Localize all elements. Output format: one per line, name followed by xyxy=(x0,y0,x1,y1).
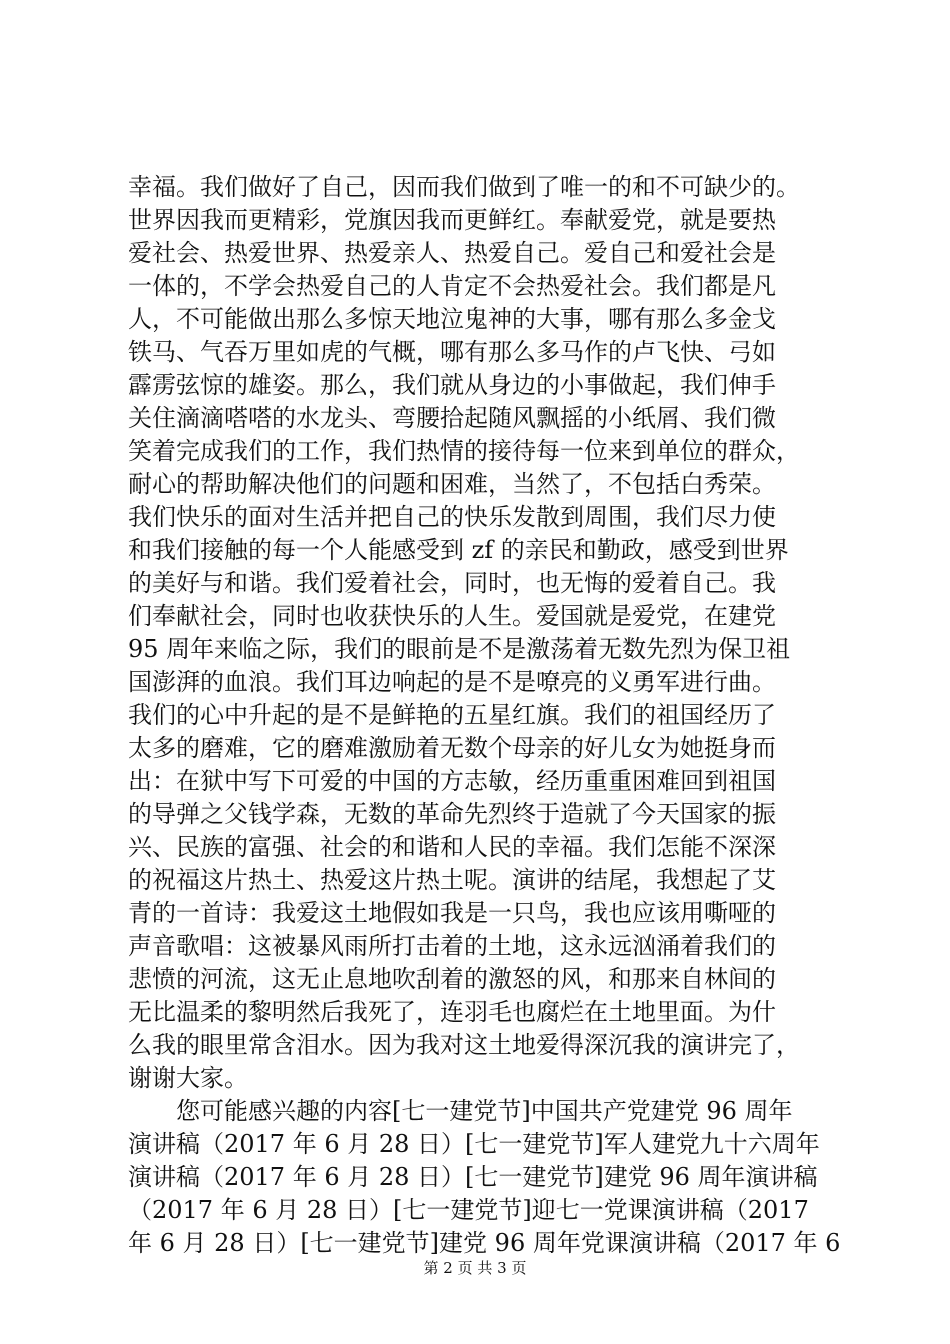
text-line: 幸福。我们做好了自己，因而我们做到了唯一的和不可缺少的。 xyxy=(128,173,800,201)
text-line: 和我们接触的每一个人能感受到 zf 的亲民和勤政，感受到世界 xyxy=(128,536,789,564)
text-line: 的导弹之父钱学森，无数的革命先烈终于造就了今天国家的振 xyxy=(128,800,776,828)
text-line: 世界因我而更精彩，党旗因我而更鲜红。奉献爱党，就是要热 xyxy=(128,206,776,234)
page-footer xyxy=(0,1258,950,1278)
text-line: 95 周年来临之际，我们的眼前是不是激荡着无数先烈为保卫祖 xyxy=(128,635,791,663)
text-line: 的美好与和谐。我们爱着社会，同时，也无悔的爱着自己。我 xyxy=(128,569,776,597)
body-text xyxy=(128,171,841,1260)
text-line: 么我的眼里常含泪水。因为我对这土地爱得深沉我的演讲完了， xyxy=(128,1031,800,1059)
text-line: 无比温柔的黎明然后我死了，连羽毛也腐烂在土地里面。为什 xyxy=(128,998,776,1026)
text-line: 们奉献社会，同时也收获快乐的人生。爱国就是爱党，在建党 xyxy=(128,602,776,630)
text-line: 兴、民族的富强、社会的和谐和人民的幸福。我们怎能不深深 xyxy=(128,833,776,861)
text-line: 爱社会、热爱世界、热爱亲人、热爱自己。爱自己和爱社会是 xyxy=(128,239,776,267)
text-line: 演讲稿（2017 年 6 月 28 日）[七一建党节]军人建党九十六周年 xyxy=(128,1130,820,1158)
text-line: 谢谢大家。 xyxy=(128,1064,248,1092)
text-line: 您可能感兴趣的内容[七一建党节]中国共产党建党 96 周年 xyxy=(128,1097,793,1125)
text-line: 演讲稿（2017 年 6 月 28 日）[七一建党节]建党 96 周年演讲稿 xyxy=(128,1163,818,1191)
text-line: 悲愤的河流，这无止息地吹刮着的激怒的风，和那来自林间的 xyxy=(128,965,776,993)
text-line: （2017 年 6 月 28 日）[七一建党节]迎七一党课演讲稿（2017 xyxy=(128,1196,809,1224)
text-line: 我们快乐的面对生活并把自己的快乐发散到周围，我们尽力使 xyxy=(128,503,776,531)
text-line: 太多的磨难，它的磨难激励着无数个母亲的好儿女为她挺身而 xyxy=(128,734,776,762)
text-line: 关住滴滴嗒嗒的水龙头、弯腰拾起随风飘摇的小纸屑、我们微 xyxy=(128,404,776,432)
text-line: 耐心的帮助解决他们的问题和困难，当然了，不包括白秀荣。 xyxy=(128,470,776,498)
text-line: 铁马、气吞万里如虎的气概，哪有那么多马作的卢飞快、弓如 xyxy=(128,338,776,366)
text-line: 国澎湃的血浪。我们耳边响起的是不是嘹亮的义勇军进行曲。 xyxy=(128,668,776,696)
text-line: 的祝福这片热土、热爱这片热土呢。演讲的结尾，我想起了艾 xyxy=(128,866,776,894)
page-number-label: 第 2 页 共 3 页 xyxy=(423,1259,527,1277)
text-line: 年 6 月 28 日）[七一建党节]建党 96 周年党课演讲稿（2017 年 6 xyxy=(128,1229,841,1257)
text-line: 霹雳弦惊的雄姿。那么，我们就从身边的小事做起，我们伸手 xyxy=(128,371,776,399)
text-line: 青的一首诗：我爱这土地假如我是一只鸟，我也应该用嘶哑的 xyxy=(128,899,776,927)
text-line: 声音歌唱：这被暴风雨所打击着的土地，这永远汹涌着我们的 xyxy=(128,932,776,960)
text-line: 出：在狱中写下可爱的中国的方志敏，经历重重困难回到祖国 xyxy=(128,767,776,795)
text-line: 一体的，不学会热爱自己的人肯定不会热爱社会。我们都是凡 xyxy=(128,272,776,300)
text-line: 我们的心中升起的是不是鲜艳的五星红旗。我们的祖国经历了 xyxy=(128,701,776,729)
text-line: 笑着完成我们的工作，我们热情的接待每一位来到单位的群众， xyxy=(128,437,800,465)
text-line: 人，不可能做出那么多惊天地泣鬼神的大事，哪有那么多金戈 xyxy=(128,305,776,333)
